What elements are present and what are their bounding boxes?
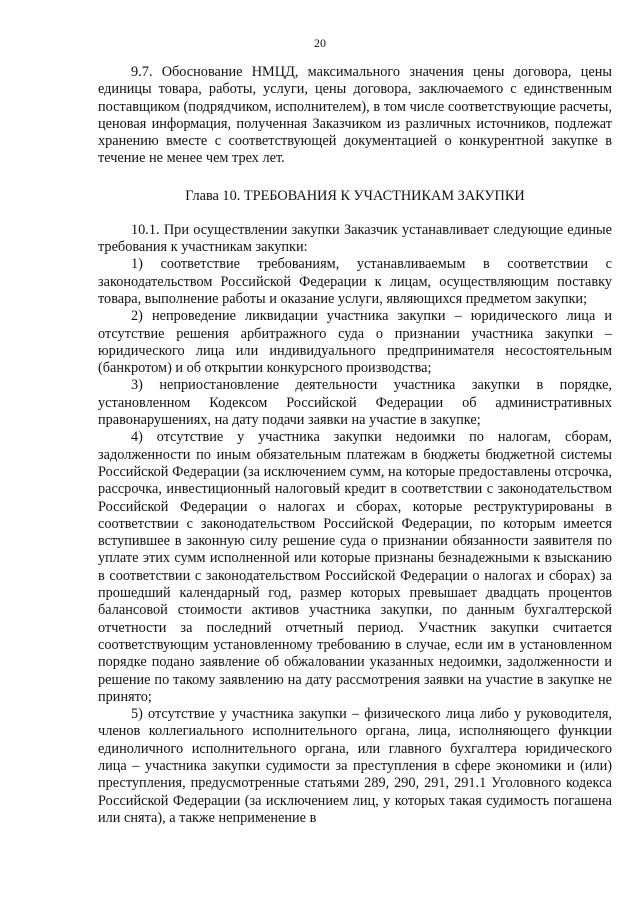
- document-body: [98, 64, 612, 827]
- list-item-3: 3) неприостановление деятельности участника закупки в порядке, установленном Кодексом Российской Федерации об административных правонарушениях, на дату подачи заявки на участие в закупке;: [98, 377, 612, 429]
- paragraph-10-1: 10.1. При осуществлении закупки Заказчик устанавливает следующие единые требования к участникам закупки:: [98, 221, 612, 256]
- chapter-title: Глава 10. ТРЕБОВАНИЯ К УЧАСТНИКАМ ЗАКУПКИ: [185, 187, 525, 204]
- list-item-2: 2) непроведение ликвидации участника закупки – юридического лица и отсутствие решения арбитражного суда о признании участника закупки – юридического лица или индивидуального предпринимателя несостоятельным (банкротом) и об открытии конкурсного производства;: [98, 308, 612, 377]
- list-item-1: 1) соответствие требованиям, устанавливаемым в соответствии с законодательством Российской Федерации к лицам, осуществляющим поставку товара, выполнение работы и оказание услуги, являющихся предметом закупки;: [98, 256, 612, 307]
- list-item-4: 4) отсутствие у участника закупки недоимки по налогам, сборам, задолженности по иным обязательным платежам в бюджеты бюджетной системы Российской Федерации (за исключением сумм, на которые предоставлены отсрочка, рассрочка, инвестиционный налоговый кредит в соответствии с законодательством Российской Федерации о налогах и сборах, которые реструктурированы в соответствии с законодательством Российской Федерации, по которым имеется вступившее в законную силу решение суда о признании обязанности заявителя по уплате этих сумм исполненной или которые признаны безнадежными к взысканию в соответствии с законодательством Российской Федерации о налогах и сборах) за прошедший календарный год, размер которых превышает двадцать процентов балансовой стоимости активов участника закупки, по данным бухгалтерской отчетности за последний отчетный период. Участник закупки считается соответствующим установленному требованию в случае, если им в установленном порядке подано заявление об обжаловании указанных недоимки, задолженности и решение по такому заявлению на дату рассмотрения заявки на участие в закупке не принято;: [98, 429, 612, 705]
- paragraph-9-7: 9.7. Обоснование НМЦД, максимального значения цены договора, цены единицы товара, работы, услуги, цены договора, заключаемого с единственным поставщиком (подрядчиком, исполнителем), в том числе соответствующие расчеты, ценовая информация, полученная Заказчиком из различных источников, подлежат хранению вместе с соответствующей документацией о конкурентной закупке в течение не менее чем трех лет.: [98, 64, 612, 167]
- list-item-5: 5) отсутствие у участника закупки – физического лица либо у руководителя, членов коллегиального исполнительного органа, лица, исполняющего функции единоличного исполнительного органа, или главного бухгалтера юридического лица – участника закупки судимости за преступления в сфере экономики и (или) преступления, предусмотренные статьями 289, 290, 291, 291.1 Уголовного кодекса Российской Федерации (за исключением лиц, у которых такая судимость погашена или снята), а также неприменение в: [98, 706, 612, 826]
- page-number: 20: [314, 36, 326, 50]
